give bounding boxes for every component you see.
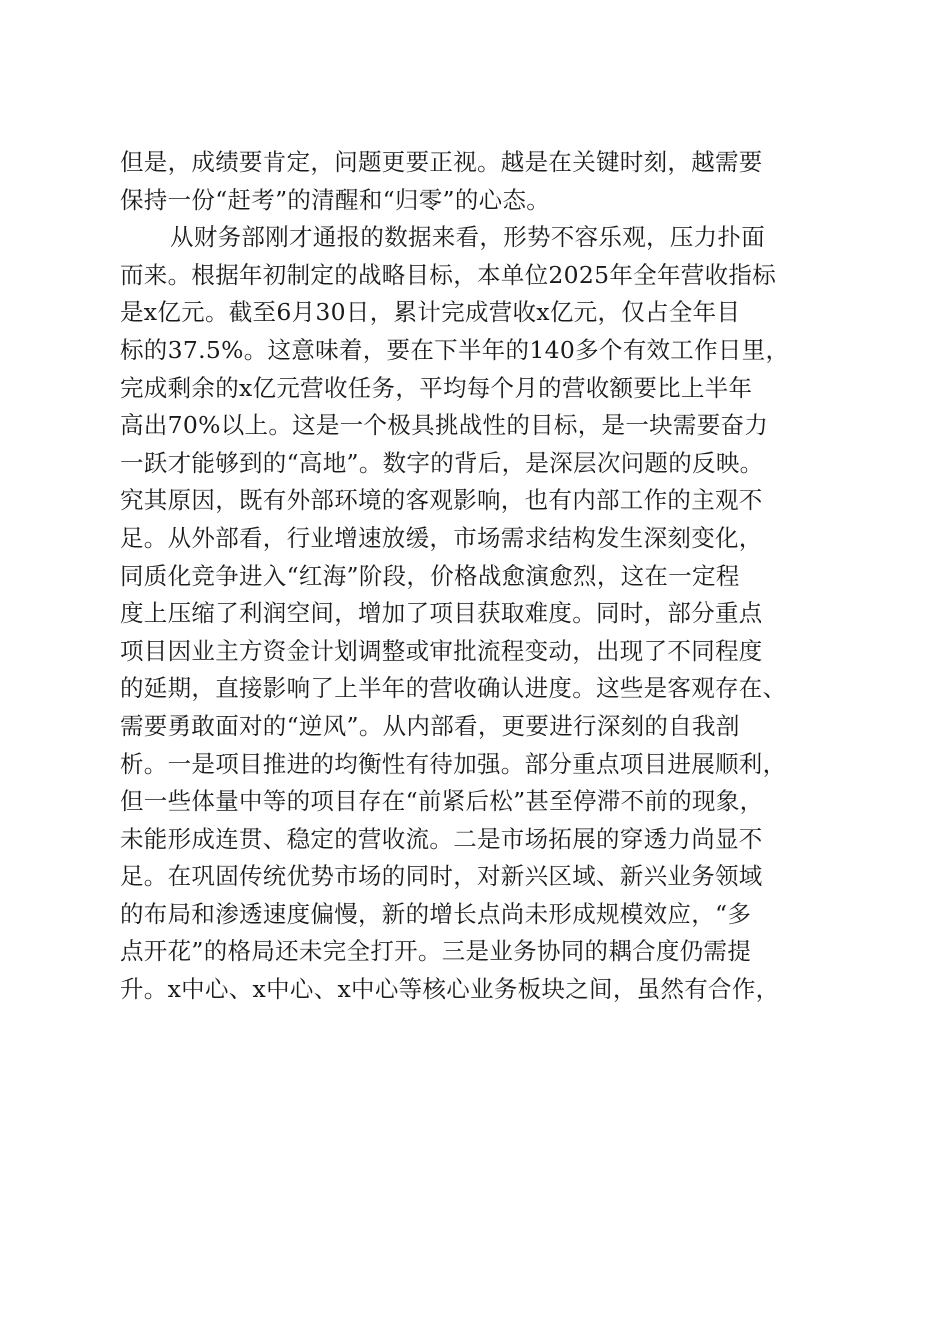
text-line: 而来。根据年初制定的战略目标，本单位2025年全年营收指标 [120,260,777,289]
text-line: 未能形成连贯、稳定的营收流。二是市场拓展的穿透力尚显不 [120,824,763,853]
text-line: 完成剩余的x亿元营收任务，平均每个月的营收额要比上半年 [120,373,753,402]
text-line: 但是，成绩要肯定，问题更要正视。越是在关键时刻，越需要 [120,148,763,176]
text-line: 升。x中心、x中心、x中心等核心业务板块之间，虽然有合作， [120,975,780,1004]
text-line: 度上压缩了利润空间，增加了项目获取难度。同时，部分重点 [120,599,763,628]
text-line: 标的37.5%。这意味着，要在下半年的140多个有效工作日里， [120,335,790,364]
text-line: 是x亿元。截至6月30日，累计完成营收x亿元，仅占全年目 [120,298,741,327]
text-line: 析。一是项目推进的均衡性有待加强。部分重点项目进展顺利， [120,749,787,778]
body-text [120,144,840,1009]
text-line: 点开花”的格局还未完全打开。三是业务协同的耦合度仍需提 [120,937,752,966]
text-line: 同质化竞争进入“红海”阶段，价格战愈演愈烈，这在一定程 [120,561,740,590]
text-line: 需要勇敢面对的“逆风”。从内部看，更要进行深刻的自我剖 [120,711,740,740]
text-line: 高出70%以上。这是一个极具挑战性的目标，是一块需要奋力 [120,411,769,440]
text-line: 一跃才能够到的“高地”。数字的背后，是深层次问题的反映。 [120,448,764,477]
text-line: 但一些体量中等的项目存在“前紧后松”甚至停滞不前的现象， [120,787,764,816]
text-line: 的布局和渗透速度偏慢，新的增长点尚未形成规模效应，“多 [120,899,752,928]
text-line: 究其原因，既有外部环境的客观影响，也有内部工作的主观不 [120,486,763,515]
text-line: 保持一份“赶考”的清醒和“归零”的心态。 [120,185,551,214]
text-line: 足。在巩固传统优势市场的同时，对新兴区域、新兴业务领域 [120,862,763,891]
text-line: 的延期，直接影响了上半年的营收确认进度。这些是客观存在、 [120,674,787,703]
text-line: 足。从外部看，行业增速放缓，市场需求结构发生深刻变化， [120,523,763,552]
text-line: 项目因业主方资金计划调整或审批流程变动，出现了不同程度 [120,636,763,665]
paragraph-first-line: 从财务部刚才通报的数据来看，形势不容乐观，压力扑面 [170,223,765,252]
